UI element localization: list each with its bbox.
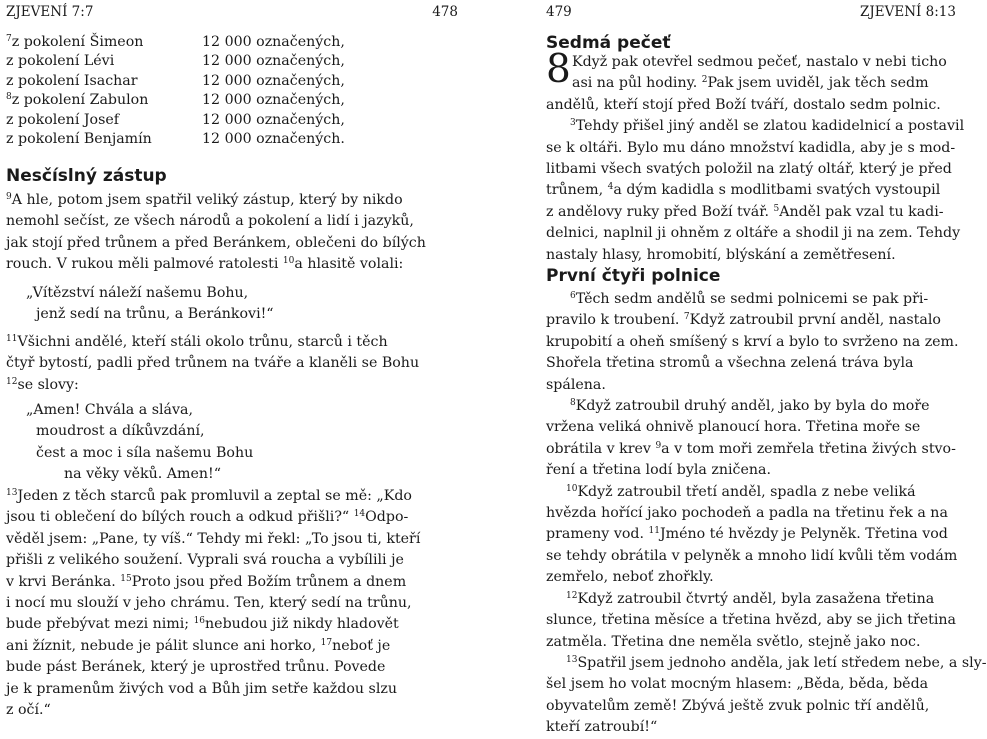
text-line: $^8$Když zatroubil druhý anděl, jako by byla do moře xyxy=(570,398,930,415)
verse-number: 8 xyxy=(570,398,576,409)
verse-number: 3 xyxy=(570,118,576,129)
verse-number: 9 xyxy=(6,192,12,202)
text-line: ření a třetina lodí byla zničena. xyxy=(546,462,771,479)
text-line: se k oltáři. Bylo mu dáno množství kadidla, aby je s mod- xyxy=(546,139,956,156)
text-line: věděl jsem: „Pane, ty víš.“ Tehdy mi řekl: „To jsou ti, kteří xyxy=(6,530,421,547)
text-line: přišli z velikého soužení. Vyprali svá roucha a vybílili je xyxy=(6,552,404,569)
text-line: v krvi Beránka. $^{15}$Proto jsou před Božím trůnem a dnem xyxy=(6,573,407,590)
running-header-left: ZJEVENÍ 7:7 xyxy=(6,4,94,20)
poem-line: „Vítězství náleží našemu Bohu, xyxy=(26,285,249,301)
tribe-label: z pokolení Šimeon xyxy=(11,34,144,50)
text-line: $^{10}$Když zatroubil třetí anděl, spadla z nebe veliká xyxy=(566,483,916,500)
tribe-label: z pokolení Zabulon xyxy=(11,92,149,109)
text-line: $^{13}$Jeden z těch starců pak promluvil a zeptal se mě: „Kdo xyxy=(6,488,412,504)
tribe-row xyxy=(6,111,345,130)
text-line: bude přebývat mezi nimi; $^{16}$nebudou již nikdy hladovět xyxy=(6,616,399,633)
text-line: litbami všech svatých položil na zlatý oltář, který je před xyxy=(546,161,952,178)
paragraph-verses-13-17 xyxy=(6,486,420,721)
page-number-left: 478 xyxy=(432,4,458,20)
text-line: krupobití a oheň smíšený s krví a bylo to svrženo na zem. xyxy=(546,333,959,350)
verse-number: 13 xyxy=(6,488,18,498)
tribe-count: 12 000 označených, xyxy=(202,53,345,70)
text-line: Když pak otevřel sedmou pečeť, nastalo v nebi ticho xyxy=(572,54,947,70)
tribe-row xyxy=(6,52,345,71)
tribe-label: z pokolení Isachar xyxy=(6,72,138,89)
text-line: $^{11}$Všichni andělé, kteří stáli okolo trůnu, starců i těch xyxy=(6,334,388,350)
tribe-label: z pokolení Josef xyxy=(6,111,120,128)
text-line: jak stojí před trůnem a před Beránkem, oblečeni do bílých xyxy=(6,234,426,251)
text-line: slunce, třetina měsíce a třetina hvězd, aby se jich třetina xyxy=(546,612,957,629)
tribe-name xyxy=(6,72,202,91)
verse-number: 7 xyxy=(6,34,12,44)
tribe-name xyxy=(6,111,202,130)
tribe-count: 12 000 označených, xyxy=(202,72,345,89)
poem-line: moudrost a díkůvzdání, xyxy=(36,423,205,440)
text-line: Shořela třetina stromů a všechna zelená tráva byla xyxy=(546,355,914,372)
text-line: kteří zatroubí!“ xyxy=(546,719,658,736)
tribe-row xyxy=(6,72,345,91)
text-line: obrátila v krev $^9$a v tom moři zemřela třetina živých stvo- xyxy=(546,440,956,457)
text-line: jsou ti oblečení do bílých rouch a odkud přišli?“ $^{14}$Odpo- xyxy=(6,509,409,526)
text-line: trůnem, $^4$a dým kadidla s modlitbami svatých vystoupil xyxy=(546,182,941,199)
text-line: i nocí mu slouží v jeho chrámu. Ten, který sedí na trůnu, xyxy=(6,595,412,612)
tribe-row xyxy=(6,91,345,110)
tribe-count: 12 000 označených. xyxy=(202,131,345,148)
verse-number: 11 xyxy=(6,334,18,344)
verse-number: 2 xyxy=(701,75,708,86)
poem-line: jenž sedí na trůnu, a Beránkovi!“ xyxy=(36,306,274,323)
paragraph-verses-9-10 xyxy=(6,190,426,276)
verse-number: 12 xyxy=(6,376,18,387)
text-line: čtyř bytostí, padli před trůnem na tváře a klaněli se Bohu xyxy=(6,355,420,372)
verse-number: 16 xyxy=(193,616,206,627)
running-header-right: ZJEVENÍ 8:13 xyxy=(859,4,956,20)
tribe-name xyxy=(6,130,202,149)
tribe-name xyxy=(6,52,202,71)
verse-number: 10 xyxy=(282,256,295,267)
page-number-right: 479 xyxy=(546,4,572,20)
text-line: $^9$A hle, potom jsem spatřil veliký zástup, který by nikdo xyxy=(6,192,403,208)
verse-number: 12 xyxy=(566,590,578,601)
paragraph-verses-1-5 xyxy=(546,47,965,266)
verse-number: 13 xyxy=(566,654,578,665)
verse-number: 5 xyxy=(773,203,780,214)
text-line: prameny vod. $^{11}$Jméno té hvězdy je Pelyněk. Třetina vod xyxy=(546,526,948,543)
tribe-count: 12 000 označených, xyxy=(202,111,345,128)
text-line: se tehdy obrátila v pelyněk a mnoho lidí kvůli těm vodám xyxy=(546,547,958,564)
poem-line: na věky věků. Amen!“ xyxy=(64,466,221,483)
tribe-count: 12 000 označených, xyxy=(202,92,345,109)
text-line: asi na půl hodiny. $^2$Pak jsem uviděl, jak těch sedm xyxy=(572,75,929,92)
text-line: pravilo k troubení. $^7$Když zatroubil první anděl, nastalo xyxy=(546,312,941,329)
chapter-number: 8 xyxy=(546,47,571,92)
tribe-name xyxy=(6,33,202,52)
text-line: z andělovy ruky před Boží tvář. $^5$Anděl pak vzal tu kadi- xyxy=(546,203,944,220)
verse-number: 4 xyxy=(607,182,614,193)
text-line: vržena veliká ohnivě planoucí hora. Třetina moře se xyxy=(546,419,921,436)
text-line: $^{12}$Když zatroubil čtvrtý anděl, byla zasažena třetina xyxy=(566,590,935,607)
section-heading-first-four-trumpets: První čtyři polnice xyxy=(546,266,721,286)
text-line: $^3$Tehdy přišel jiný anděl se zlatou kadidelnicí a postavil xyxy=(570,118,965,135)
paragraph-verses-11-12 xyxy=(6,332,419,396)
tribe-count: 12 000 označených, xyxy=(202,34,345,50)
poem-amen xyxy=(6,400,253,486)
text-line: hvězda hořící jako pochodeň a padla na třetinu řek a na xyxy=(546,505,948,522)
text-line: ani žíznit, nebude je pálit slunce ani horko, $^{17}$neboť je xyxy=(6,637,391,654)
text-line: je k pramenům živých vod a Bůh jim setře každou slzu xyxy=(6,680,397,697)
verse-number: 9 xyxy=(655,440,662,451)
text-line: $^{13}$Spatřil jsem jednoho anděla, jak letí středem nebe, a sly- xyxy=(566,654,987,671)
paragraph-verses-6-13 xyxy=(546,289,987,739)
text-line: obyvatelům země! Zbývá ještě zvuk polnic tří andělů, xyxy=(546,697,930,714)
verse-number: 6 xyxy=(570,291,576,301)
right-page xyxy=(498,0,987,736)
poem-line: čest a moc i síla našemu Bohu xyxy=(36,444,254,461)
poem-line: „Amen! Chvála a sláva, xyxy=(26,402,193,418)
verse-number: 17 xyxy=(320,637,333,648)
text-line: $^{12}$se slovy: xyxy=(6,376,79,393)
text-line: z očí.“ xyxy=(6,702,51,719)
text-line: nastaly hlasy, hromobití, blýskání a zemětřesení. xyxy=(546,246,896,263)
text-line: šel jsem ho volat mocným hlasem: „Běda, běda, běda xyxy=(546,676,929,693)
verse-number: 7 xyxy=(683,312,690,323)
text-line: zatměla. Třetina dne neměla světlo, stejně jako noc. xyxy=(546,633,921,650)
text-line: bude pást Beránek, který je uprostřed trůnu. Povede xyxy=(6,659,386,676)
tribe-name xyxy=(6,91,202,110)
text-line: $^6$Těch sedm andělů se sedmi polnicemi se pak při- xyxy=(570,291,929,307)
section-heading-seventh-seal: Sedmá pečeť xyxy=(546,33,671,53)
verse-number: 11 xyxy=(648,526,660,537)
text-line: spálena. xyxy=(546,376,606,393)
verse-number: 8 xyxy=(6,92,12,103)
tribe-row xyxy=(6,130,345,149)
text-line: nemohl sečíst, ze všech národů a pokolení a lidí i jazyků, xyxy=(6,213,414,230)
text-line: delnici, naplnil ji ohněm z oltáře a shodil ji na zem. Tehdy xyxy=(546,225,961,242)
text-line: zemřelo, neboť zhořkly. xyxy=(546,569,714,586)
verse-number: 10 xyxy=(566,483,578,494)
verse-number: 14 xyxy=(353,509,366,520)
verse-number: 15 xyxy=(120,573,132,584)
left-page xyxy=(0,0,462,719)
poem-victory xyxy=(6,283,274,326)
text-line: rouch. V rukou měli palmové ratolesti $^{10}$a hlasitě volali: xyxy=(6,256,404,273)
text-line: andělů, kteří stojí před Boží tváří, dostalo sedm polnic. xyxy=(546,96,941,113)
section-heading-countless-multitude: Nesčíslný zástup xyxy=(6,166,167,186)
tribe-row xyxy=(6,33,345,52)
right-running-header xyxy=(498,4,960,22)
tribe-label: z pokolení Lévi xyxy=(6,53,115,70)
left-running-header xyxy=(0,4,462,22)
tribes-list xyxy=(6,33,345,149)
tribe-label: z pokolení Benjamín xyxy=(6,131,152,148)
